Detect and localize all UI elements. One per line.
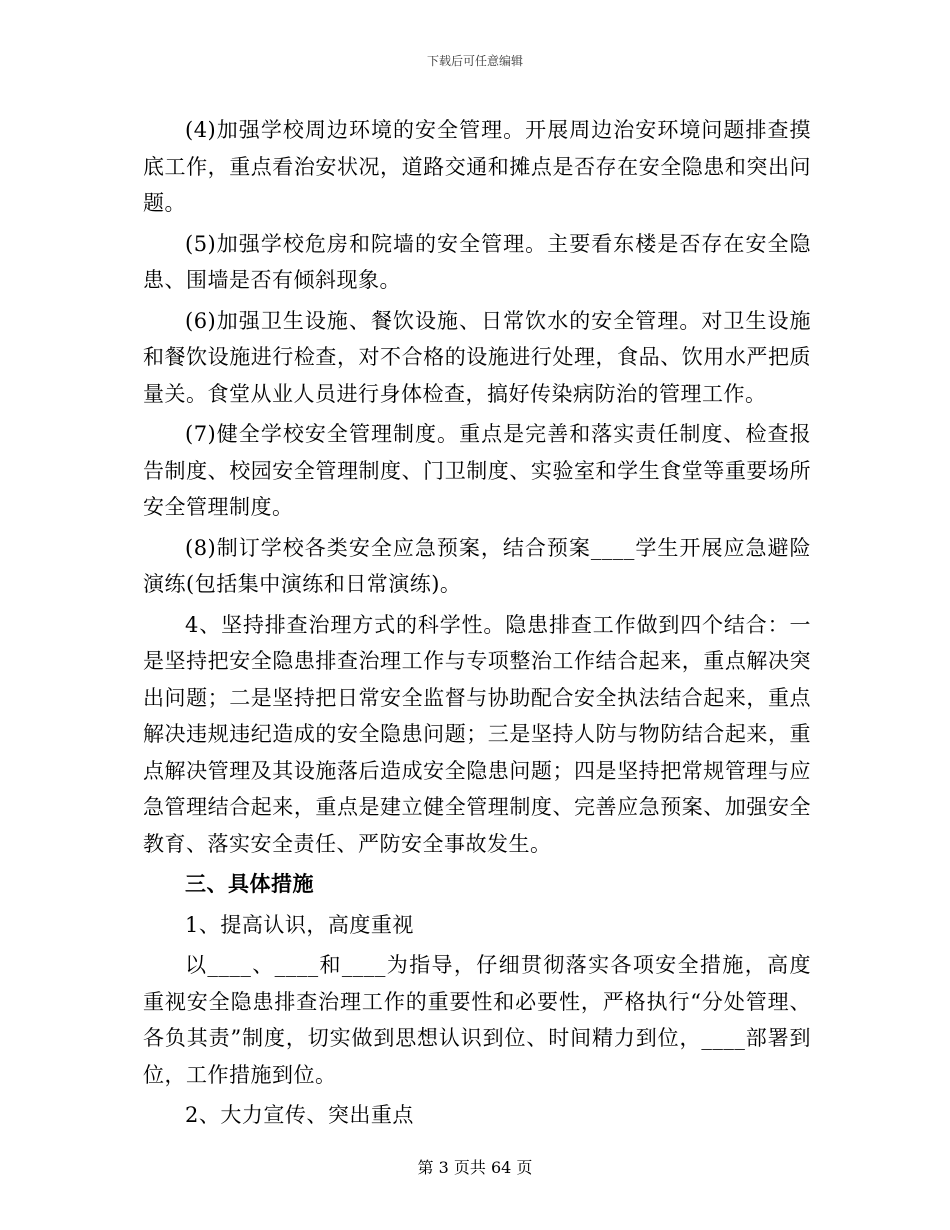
subsection-heading-2: 2、大力宣传、突出重点 — [185, 1103, 414, 1127]
paragraph-item-5: (5)加强学校危房和院墙的安全管理。主要看东楼是否存在安全隐患、围墙是否有倾斜现象。 — [143, 231, 811, 292]
paragraph-item-7: (7)健全学校安全管理制度。重点是完善和落实责任制度、检查报告制度、校园安全管理制度、门卫制度、实验室和学生食堂等重要场所安全管理制度。 — [143, 422, 811, 519]
page-footer: 第 3 页共 64 页 — [417, 1158, 533, 1177]
document-body — [143, 112, 811, 1138]
page-header: 下载后可任意编辑 — [426, 54, 523, 68]
paragraph-point-4: 4、坚持排查治理方式的科学性。隐患排查工作做到四个结合：一是坚持把安全隐患排查治理工作与专项整治工作结合起来，重点解决突出问题；二是坚持把日常安全监督与协助配合安全执法结合起来，重点解决违规违纪造成的安全隐患问题；三是坚持人防与物防结合起来，重点解决管理及其设施落后造成安全隐患问题；四是坚持把常规管理与应急管理结合起来，重点是建立健全管理制度、完善应急预案、加强安全教育、落实安全责任、严防安全事故发生。 — [143, 612, 811, 856]
paragraph-measures: 以____、____和____为指导，仔细贯彻落实各项安全措施，高度重视安全隐患排查治理工作的重要性和必要性，严格执行“分处管理、各负其责”制度，切实做到思想认识到位、时间精力到位，____部署到位，工作措施到位。 — [143, 953, 811, 1087]
paragraph-item-6: (6)加强卫生设施、餐饮设施、日常饮水的安全管理。对卫生设施和餐饮设施进行检查，对不合格的设施进行处理，食品、饮用水严把质量关。食堂从业人员进行身体检查，搞好传染病防治的管理工作。 — [143, 308, 811, 406]
paragraph-item-8: (8)制订学校各类安全应急预案，结合预案____学生开展应急避险演练(包括集中演练和日常演练)。 — [143, 535, 811, 596]
section-heading: 三、具体措施 — [185, 871, 314, 896]
paragraph-item-4: (4)加强学校周边环境的安全管理。开展周边治安环境问题排查摸底工作，重点看治安状况，道路交通和摊点是否存在安全隐患和突出问题。 — [143, 118, 811, 215]
subsection-heading-1: 1、提高认识，高度重视 — [185, 912, 414, 937]
